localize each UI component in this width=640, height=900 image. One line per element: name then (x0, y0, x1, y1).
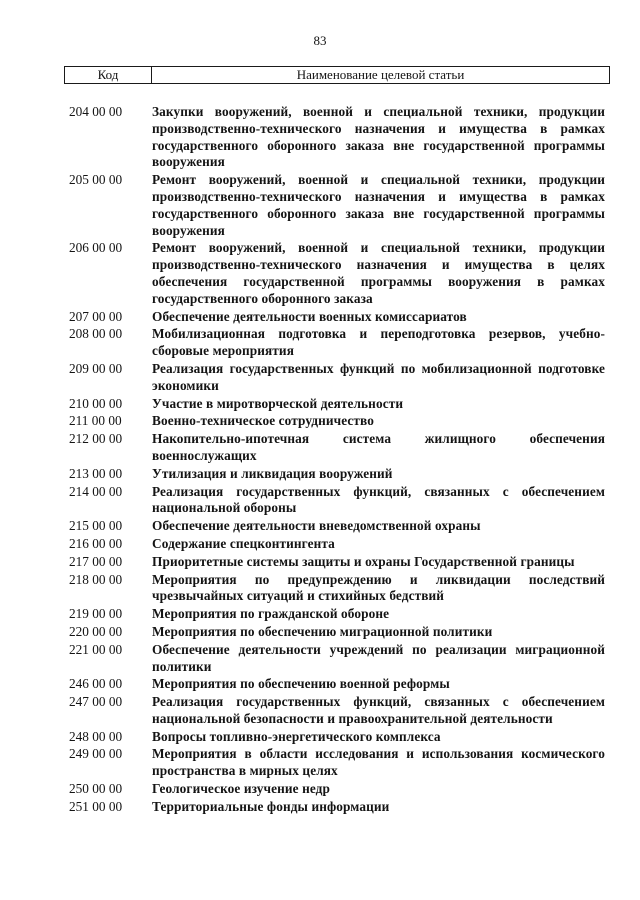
page-number: 83 (313, 33, 327, 48)
item-name: Содержание спецконтингента (152, 535, 335, 551)
item-name: Вопросы топливно-энергетического комплекса (152, 728, 441, 744)
item-name: Утилизация и ликвидация вооружений (152, 465, 393, 481)
item-name: Обеспечение деятельности военных комиссариатов (152, 308, 467, 324)
item-name: Мероприятия по обеспечению военной реформы (152, 676, 450, 692)
list-item (69, 606, 605, 623)
item-code: 210 00 00 (69, 395, 123, 411)
list-item (69, 326, 605, 360)
item-code: 208 00 00 (69, 326, 123, 342)
table-header (64, 66, 610, 84)
list-item (69, 694, 605, 728)
item-name: Ремонт вооружений, военной и специальной техники, продукции производственно-технического назначения и имущества в рамках государственного оборонного заказа вне государственной программы вооружения (152, 172, 605, 238)
item-code: 250 00 00 (69, 781, 123, 797)
item-name: Мероприятия в области исследования и использования космического пространства в мирных целях (152, 746, 605, 779)
item-code: 248 00 00 (69, 728, 123, 744)
item-code: 218 00 00 (69, 571, 123, 587)
item-code: 247 00 00 (69, 694, 123, 710)
item-name: Обеспечение деятельности учреждений по реализации миграционной политики (152, 641, 605, 674)
item-name: Военно-техническое сотрудничество (152, 413, 374, 429)
item-name: Мобилизационная подготовка и переподготовка резервов, учебно-сборовые мероприятия (152, 326, 605, 359)
item-name: Накопительно-ипотечная система жилищного обеспечения военнослужащих (152, 431, 605, 463)
item-code: 205 00 00 (69, 172, 123, 188)
list-item (69, 572, 605, 606)
item-code: 219 00 00 (69, 606, 123, 622)
list-item (69, 676, 605, 693)
list-item (69, 466, 605, 483)
list-item (69, 536, 605, 553)
item-name: Мероприятия по предупреждению и ликвидации последствий чрезвычайных ситуаций и стихийных бедствий (152, 571, 605, 604)
header-name-label: Наименование целевой статьи (296, 67, 465, 82)
item-code: 221 00 00 (69, 641, 123, 657)
list-item (69, 746, 605, 780)
item-name: Реализация государственных функций, связанных с обеспечением национальной безопасности и правоохранительной деятельности (152, 694, 605, 726)
item-code: 217 00 00 (69, 553, 123, 569)
list-item (69, 172, 605, 239)
item-code: 211 00 00 (69, 413, 122, 429)
list-item (69, 781, 605, 798)
list-item (69, 554, 605, 571)
item-code: 246 00 00 (69, 676, 123, 692)
list-item (69, 396, 605, 413)
list-item (69, 240, 605, 307)
list-item (69, 484, 605, 518)
list-item (69, 624, 605, 641)
list-item (69, 642, 605, 676)
item-code: 216 00 00 (69, 535, 123, 551)
item-code: 207 00 00 (69, 308, 123, 324)
item-name: Реализация государственных функций по мобилизационной подготовке экономики (152, 360, 605, 393)
list-item (69, 104, 605, 171)
item-name: Участие в миротворческой деятельности (152, 395, 404, 411)
item-code: 212 00 00 (69, 431, 123, 447)
list-item (69, 309, 605, 326)
items-list (69, 104, 605, 817)
list-item (69, 413, 605, 430)
item-code: 213 00 00 (69, 465, 123, 481)
item-code: 251 00 00 (69, 798, 123, 814)
item-code: 206 00 00 (69, 240, 123, 256)
item-name: Приоритетные системы защиты и охраны Государственной границы (152, 553, 575, 569)
item-code: 220 00 00 (69, 623, 123, 639)
item-code: 209 00 00 (69, 360, 123, 376)
item-name: Мероприятия по обеспечению миграционной политики (152, 623, 493, 639)
item-code: 214 00 00 (69, 483, 123, 499)
item-name: Территориальные фонды информации (152, 798, 390, 814)
item-name: Мероприятия по гражданской обороне (152, 606, 390, 622)
item-name: Ремонт вооружений, военной и специальной техники, продукции производственно-технического назначения и имущества в целях обеспечения государственной программы вооружения в рамках государственного оборонного заказа (152, 240, 605, 306)
item-name: Закупки вооружений, военной и специальной техники, продукции производственно-технического назначения и имущества в рамках государственного оборонного заказа вне государственной программы вооружения (152, 104, 605, 170)
item-code: 204 00 00 (69, 104, 123, 119)
list-item (69, 431, 605, 465)
list-item (69, 729, 605, 746)
item-name: Обеспечение деятельности вневедомственной охраны (152, 518, 481, 534)
header-code-label: Код (65, 67, 152, 83)
item-name: Геологическое изучение недр (152, 781, 330, 797)
item-name: Реализация государственных функций, связанных с обеспечением национальной обороны (152, 483, 605, 516)
item-code: 215 00 00 (69, 518, 123, 534)
item-code: 249 00 00 (69, 746, 123, 762)
list-item (69, 518, 605, 535)
list-item (69, 799, 605, 816)
list-item (69, 361, 605, 395)
